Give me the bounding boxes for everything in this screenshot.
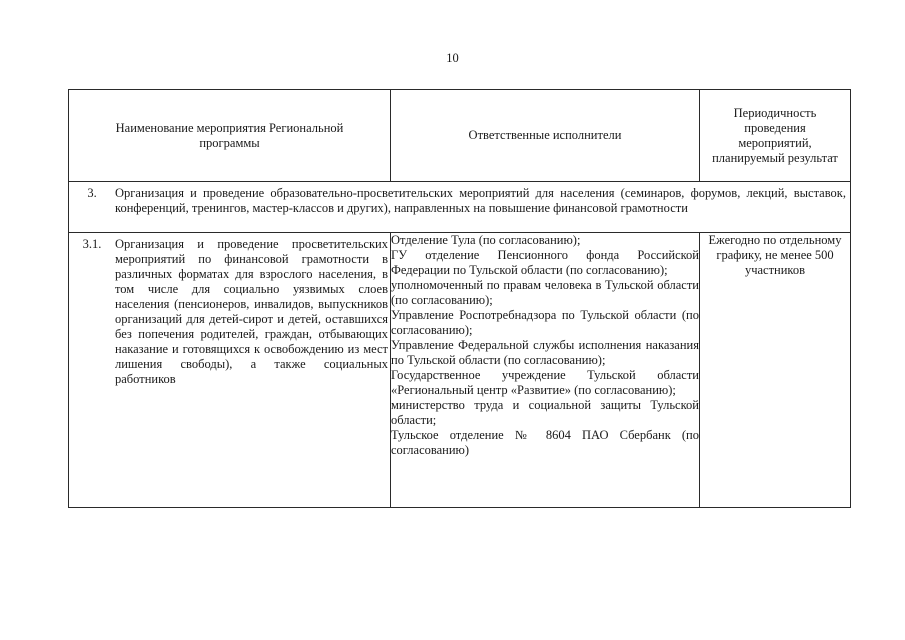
header-period: Периодичность проведения мероприятий, планируемый результат <box>700 90 851 182</box>
item-number: 3.1. <box>82 237 102 251</box>
section-number: 3. <box>87 186 97 200</box>
executor-item: Государственное учреждение Тульской области «Региональный центр «Развитие» (по согласованию); <box>391 368 699 397</box>
executor-item: министерство труда и социальной защиты Тульской области; <box>391 398 699 427</box>
table-header-row <box>69 90 851 182</box>
executor-item: Управление Федеральной службы исполнения наказания по Тульской области (по согласованию); <box>391 338 699 367</box>
item-name-cell <box>69 233 391 508</box>
executor-item: Управление Роспотребнадзора по Тульской области (по согласованию); <box>391 308 699 337</box>
item-text: Организация и проведение просветительских мероприятий по финансовой грамотности в различных форматах для взрослого населения, в том числе для социально уязвимых слоев населения (пенсионеров, инвалидов, выпускников организаций для детей-сирот и детей, оставшихся без попечения родителей, граждан, отбывающих наказание и готовящихся к освобождению из мест лишения свободы), а также социальных работников <box>115 237 388 386</box>
section-title: Организация и проведение образовательно-просветительских мероприятий для населения (семинаров, форумов, лекций, выставок, конференций, тренингов, мастер-классов и других), направленных на повышение финансовой грамотности <box>115 186 846 215</box>
header-name: Наименование мероприятия Региональной программы <box>69 90 391 182</box>
executor-item: уполномоченный по правам человека в Тульской области (по согласованию); <box>391 278 699 307</box>
executor-item: Тульское отделение № 8604 ПАО Сбербанк (по согласованию) <box>391 428 699 457</box>
period-cell: Ежегодно по отдельному графику, не менее 500 участников <box>700 233 851 508</box>
executors-cell <box>391 233 700 508</box>
executor-item: Отделение Тула (по согласованию); <box>391 233 581 247</box>
header-executors: Ответственные исполнители <box>391 90 700 182</box>
program-table <box>68 89 851 508</box>
table-row <box>69 233 851 508</box>
section-row <box>69 182 851 233</box>
section-cell <box>69 182 851 233</box>
page-number: 10 <box>446 51 459 65</box>
executor-item: ГУ отделение Пенсионного фонда Российской Федерации по Тульской области (по согласованию); <box>391 248 699 277</box>
